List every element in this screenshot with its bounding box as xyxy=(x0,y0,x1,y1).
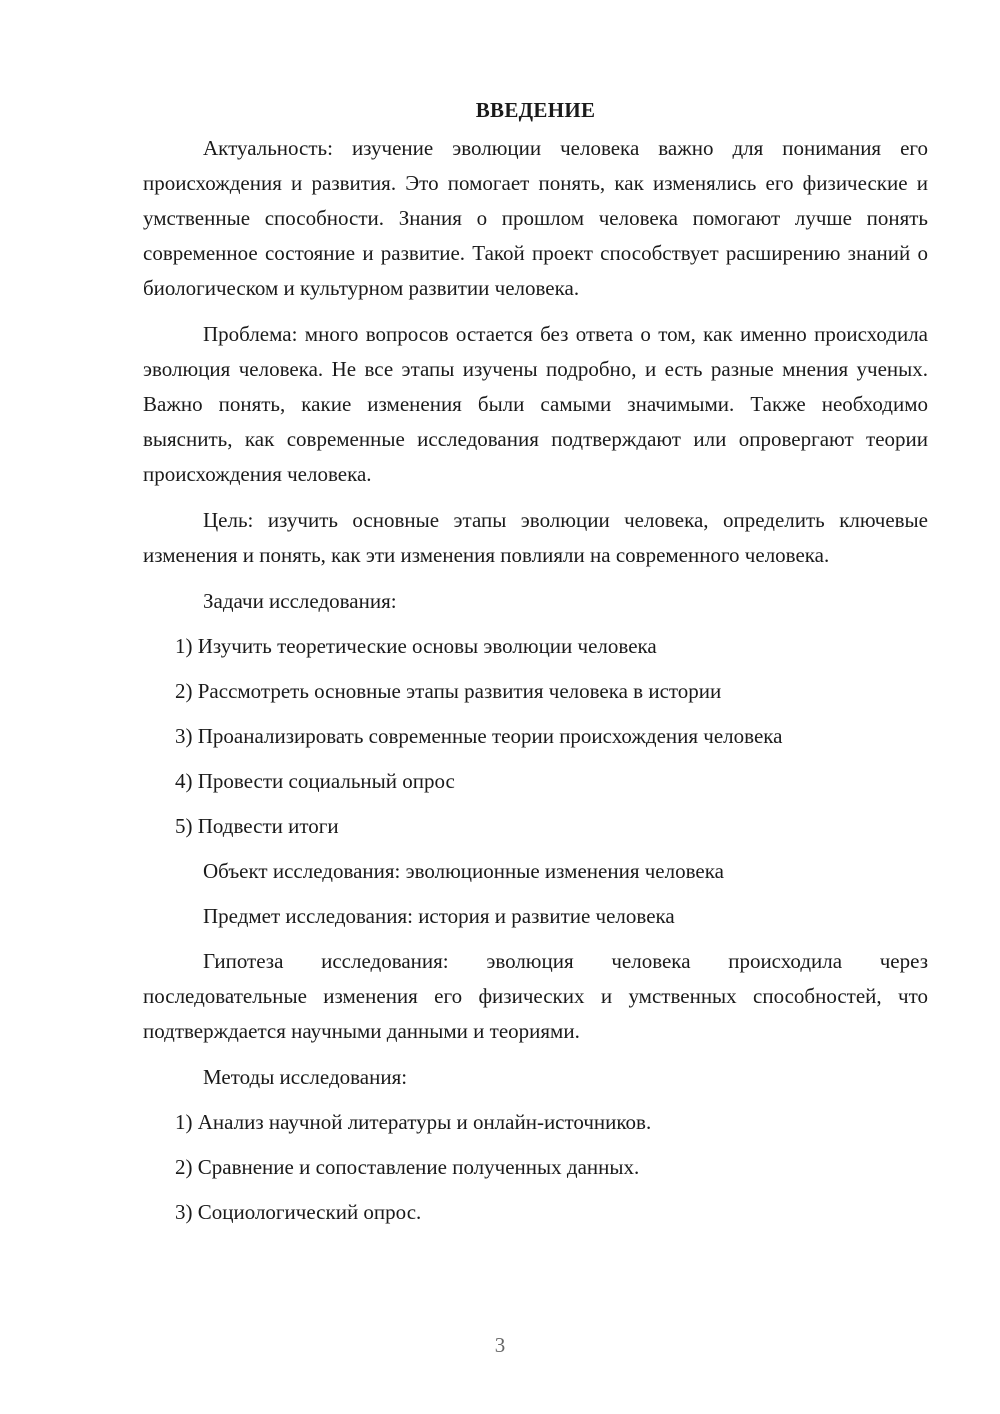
tasks-heading: Задачи исследования: xyxy=(203,589,397,613)
list-item: 5) Подвести итоги xyxy=(175,814,339,838)
list-item: 2) Сравнение и сопоставление полученных данных. xyxy=(175,1155,640,1179)
relevance-paragraph: Актуальность: изучение эволюции человека важно для понимания его происхождения и развития. Это помогает понять, как изменялись его физические и умственные способности. Знания о прошлом человека помогают лучше понять современное состояние и развитие. Такой проект способствует расширению знаний о биологическом и культурном развитии человека. xyxy=(143,136,928,300)
goal-paragraph: Цель: изучить основные этапы эволюции человека, определить ключевые изменения и понять, как эти изменения повлияли на современного человека. xyxy=(143,508,928,567)
methods-list xyxy=(143,1105,928,1230)
list-item: 4) Провести социальный опрос xyxy=(175,769,455,793)
tasks-list xyxy=(143,629,928,844)
list-item: 3) Проанализировать современные теории происхождения человека xyxy=(175,724,783,748)
research-subject: Предмет исследования: история и развитие человека xyxy=(203,904,675,928)
page-title: ВВЕДЕНИЕ xyxy=(475,98,596,122)
document-page xyxy=(143,92,928,1240)
research-object: Объект исследования: эволюционные изменения человека xyxy=(203,859,724,883)
list-item: 3) Социологический опрос. xyxy=(175,1200,422,1224)
list-item: 2) Рассмотреть основные этапы развития человека в истории xyxy=(175,679,722,703)
hypothesis-paragraph: Гипотеза исследования: эволюция человека происходила через последовательные изменения его физических и умственных способностей, что подтверждается научными данными и теориями. xyxy=(143,949,928,1043)
methods-heading: Методы исследования: xyxy=(203,1065,408,1089)
problem-paragraph: Проблема: много вопросов остается без ответа о том, как именно происходила эволюция человека. Не все этапы изучены подробно, и есть разные мнения ученых. Важно понять, какие изменения были самыми значимыми. Также необходимо выяснить, как современные исследования подтверждают или опровергают теории происхождения человека. xyxy=(143,322,928,486)
page-number: 3 xyxy=(494,1333,506,1357)
list-item: 1) Анализ научной литературы и онлайн-источников. xyxy=(175,1110,652,1134)
list-item: 1) Изучить теоретические основы эволюции человека xyxy=(175,634,657,658)
